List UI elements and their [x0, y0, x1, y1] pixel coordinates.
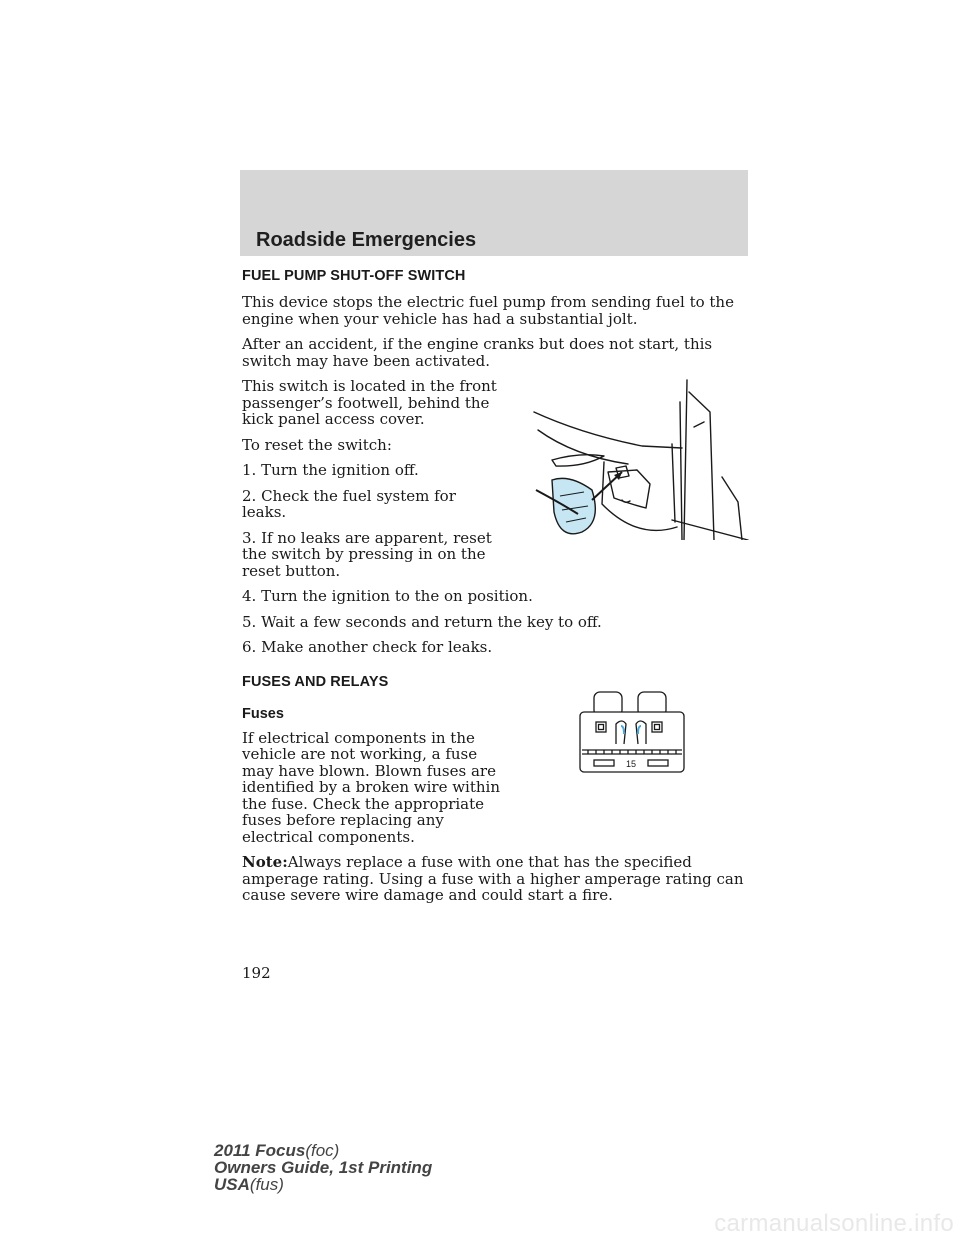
fuel-pump-paragraph-1: This device stops the electric fuel pump from sending fuel to the engine when your vehicle has had a substantial jolt. [242, 293, 734, 328]
reset-step-6: 6. Make another check for leaks. [242, 638, 493, 656]
reset-intro: To reset the switch: [242, 435, 392, 454]
note-text: Always replace a fuse with one that has the specified amperage rating. Using a fuse with a higher amperage rating can cause severe wire damage and could start a fire. [242, 853, 744, 904]
fuse-note [242, 854, 748, 904]
reset-button-callout [536, 472, 622, 534]
page-content [242, 268, 748, 913]
reset-step-2: 2. Check the fuel system for leaks. [242, 486, 456, 521]
footer-market-code: (fus) [249, 1175, 284, 1194]
footer-edition-info [214, 1142, 432, 1193]
fuse-rating-label: 15 [625, 759, 637, 769]
footer-market: USA [214, 1175, 250, 1194]
fuses-relays-heading: FUSES AND RELAYS [242, 673, 389, 690]
reset-step-1: 1. Turn the ignition off. [242, 461, 419, 479]
section-header-band [240, 170, 748, 256]
fuel-pump-paragraph-2: After an accident, if the engine cranks but does not start, this switch may have been activated. [242, 335, 713, 370]
section-title: Roadside Emergencies [256, 229, 477, 251]
footer-line-2: Owners Guide, 1st Printing [214, 1158, 433, 1177]
footer-line-3 [214, 1176, 432, 1193]
switch-location-paragraph: This switch is located in the front passenger’s footwell, behind the kick panel access cover. [242, 377, 497, 428]
fuses-subheading: Fuses [242, 705, 284, 722]
footer-model-code: (foc) [305, 1141, 340, 1160]
footer-line-1 [214, 1142, 432, 1159]
fuses-paragraph: If electrical components in the vehicle are not working, a fuse may have blown. Blown fuses are identified by a broken wire within the fuse. Check the appropriate fuses before replacing any electrical components. [242, 728, 501, 846]
fuel-pump-switch-illustration [532, 372, 750, 540]
footer-model: 2011 Focus [214, 1141, 306, 1160]
fuse-illustration [576, 690, 690, 778]
reset-step-3: 3. If no leaks are apparent, reset the switch by pressing in on the reset button. [242, 528, 492, 580]
page-number: 192 [242, 964, 271, 982]
watermark: carmanualsonline.info [714, 1210, 954, 1237]
note-label: Note: [242, 853, 288, 871]
reset-step-5: 5. Wait a few seconds and return the key to off. [242, 612, 602, 631]
reset-step-4: 4. Turn the ignition to the on position. [242, 587, 533, 605]
fuel-pump-heading: FUEL PUMP SHUT-OFF SWITCH [242, 268, 466, 284]
